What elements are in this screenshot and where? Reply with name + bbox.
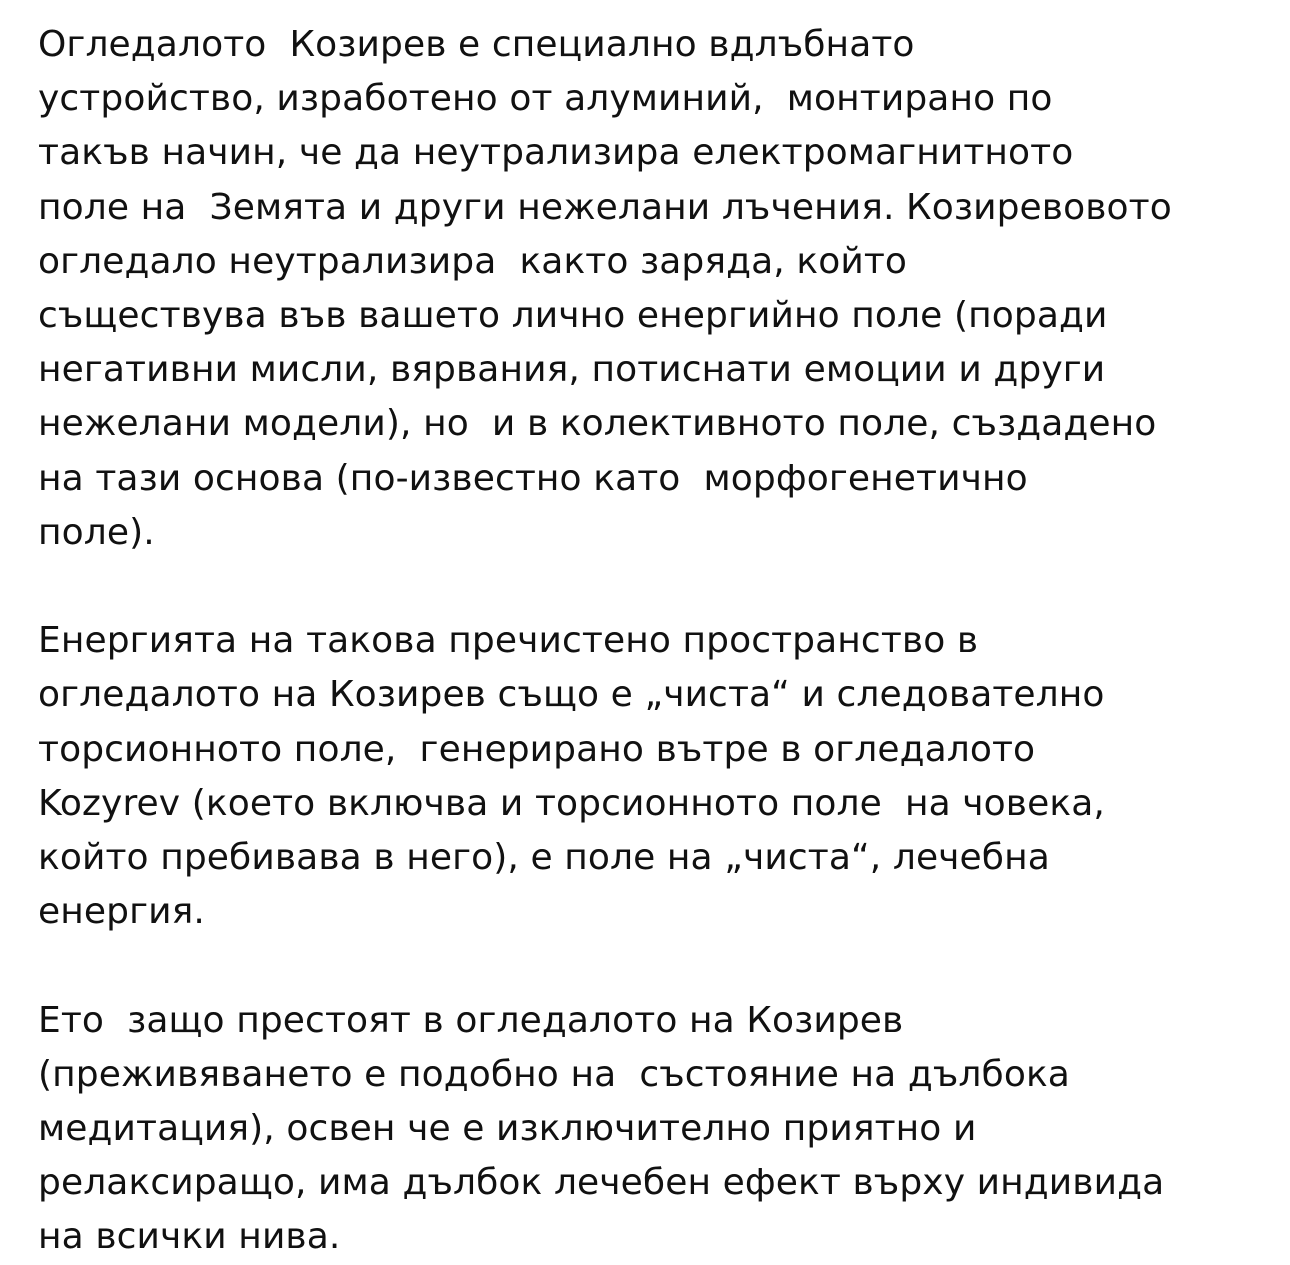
paragraph-clean-energy: Енергията на такова пречистено пространство в огледалото на Козирев също е „чиста“ и следователно торсионното поле, генерирано вътре в огледалото Kozyrev (което включва и торсионното поле на човека, който пребивава в него), е поле на „чиста“, лечебна енергия. — [38, 620, 1105, 933]
paragraph-healing-effect: Ето защо престоят в огледалото на Козирев (преживяването е подобно на състояние на дълбока медитация), освен че е изключително приятно и релаксиращо, има дълбок лечебен ефект върху индивида на всички нива. — [38, 999, 1165, 1258]
document-body — [38, 18, 1270, 1265]
paragraph-kozyrev-mirror-description: Огледалото Козирев е специално вдлъбнато устройство, изработено от алуминий, монтирано по такъв начин, че да неутрализира електромагнитното поле на Земята и други нежелани лъчения. Козиревовото огледало неутрализира както заряда, който съществува във вашето лично енергийно поле (поради негативни мисли, вярвания, потиснати емоции и други нежелани модели), но и в колективното поле, създадено на тази основа (по-известно като морфогенетично поле). — [38, 24, 1172, 553]
